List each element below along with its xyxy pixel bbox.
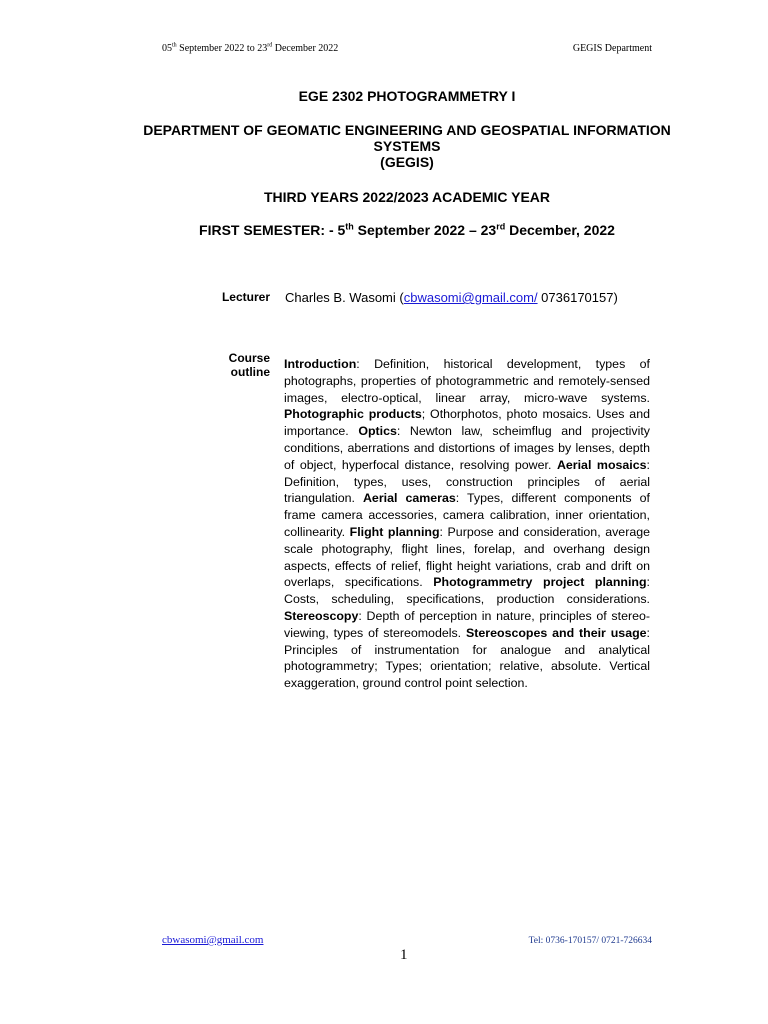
course-outline-label: Course outline (228, 351, 270, 379)
topic-heading: Photographic products (284, 407, 422, 422)
footer-telephone: Tel: 0736-170157/ 0721-726634 (528, 936, 652, 946)
department-title: DEPARTMENT OF GEOMATIC ENGINEERING AND GEOSPATIAL INFORMATION SYSTEMS (GEGIS) (143, 122, 671, 170)
header-date-range: 05th September 2022 to 23rd December 2022 (162, 42, 339, 54)
lecturer-email-link[interactable]: cbwasomi@gmail.com/ (403, 290, 538, 305)
topic-heading: Stereoscopy (284, 608, 359, 623)
topic-heading: Stereoscopes and their usage (466, 625, 647, 640)
topic-heading: Photogrammetry project planning (433, 575, 647, 590)
lecturer-info: Charles B. Wasomi (cbwasomi@gmail.com/ 0736170157) (285, 290, 618, 305)
footer-email-link[interactable]: cbwasomi@gmail.com (162, 934, 264, 946)
topic-heading: Aerial mosaics (556, 457, 647, 472)
topic-heading: Optics (358, 424, 397, 439)
academic-year-title: THIRD YEARS 2022/2023 ACADEMIC YEAR (263, 189, 551, 205)
semester-title: FIRST SEMESTER: - 5th September 2022 – 23rd December, 2022 (199, 221, 615, 238)
topic-heading: Flight planning (349, 524, 440, 539)
header-department: GEGIS Department (572, 43, 652, 54)
topic-heading: Aerial cameras (362, 491, 456, 506)
course-outline-text: Introduction: Definition, historical development, types of photographs, properties of photogrammetric and remotely-sensed images, electro-optical, linear array, micro-wave systems. Photographic products; Othorphotos, photo mosaics. Uses and importance. Optics: Newton law, scheimflug and projectivity conditions, aberrations and distortions of images by lenses, depth of object, hyperfocal distance, resolving power. Aerial mosaics: Definition, types, uses, construction principles of aerial triangulation. Aerial cameras: Types, different components of frame camera accessories, camera calibration, inner orientation, collinearity. Flight planning: Purpose and consideration, average scale photography, flight lines, forelap, and overhang design aspects, effects of relief, flight height variations, crab and drift on overlaps, specifications. Photogrammetry project planning: Costs, scheduling, specifications, production considerations. Stereoscopy: Depth of perception in nature, principles of stereo-viewing, types of stereomodels. Stereoscopes and their usage: Principles of instrumentation for analogue and analytical photogrammetry; Types; orientation; relative, absolute. Vertical exaggeration, ground control point selection. (284, 357, 650, 691)
course-title: EGE 2302 PHOTOGRAMMETRY I (298, 88, 516, 104)
page-number: 1 (400, 947, 408, 963)
topic-heading: Introduction (284, 357, 357, 371)
lecturer-label: Lecturer (221, 290, 270, 304)
